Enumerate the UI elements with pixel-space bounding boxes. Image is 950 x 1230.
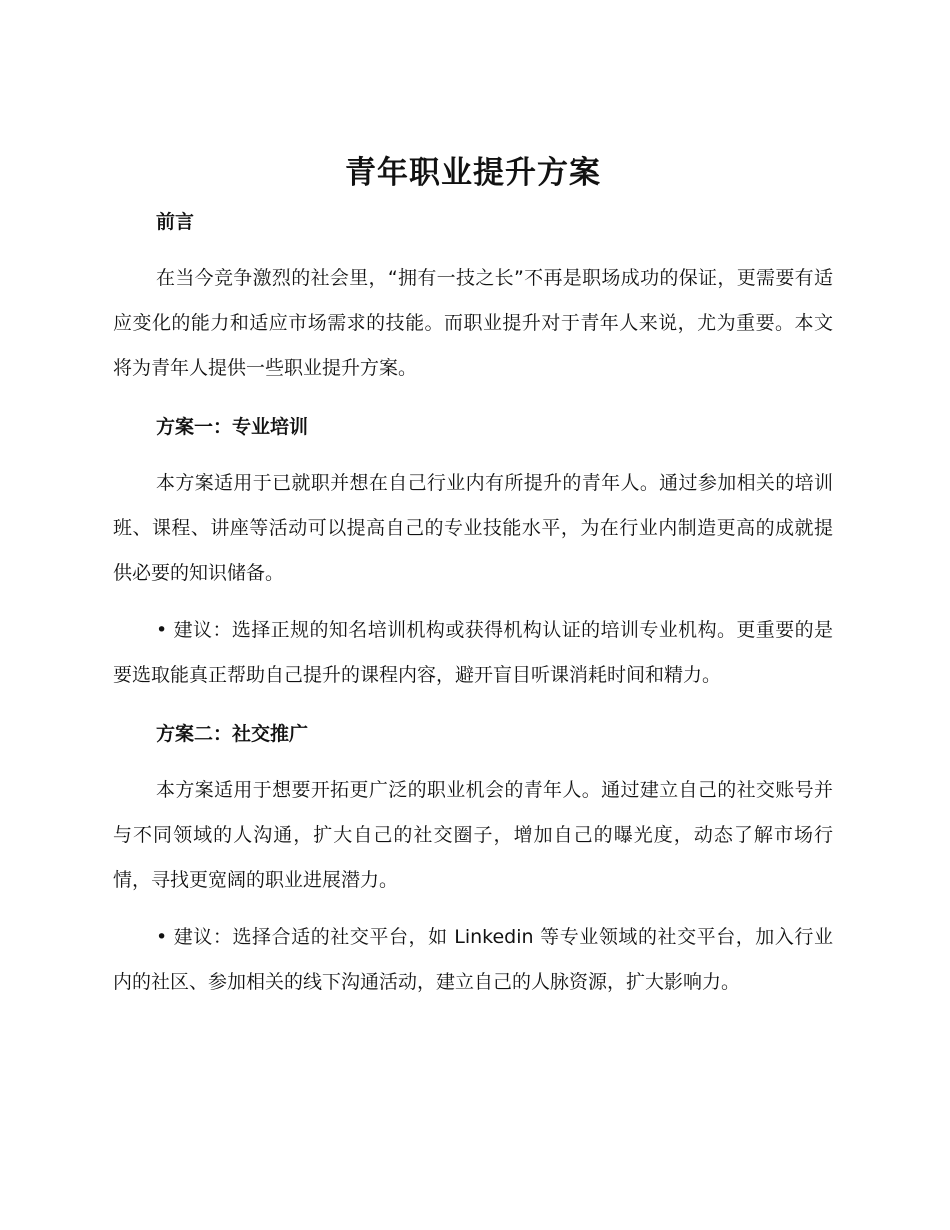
document-page	[113, 150, 833, 1005]
document-title: 青年职业提升方案	[345, 155, 601, 191]
preface-paragraph: 在当今竞争激烈的社会里，“拥有一技之长”不再是职场成功的保证，更需要有适应变化的能力和适应市场需求的技能。而职业提升对于青年人来说，尤为重要。本文将为青年人提供一些职业提升方案。	[113, 267, 833, 379]
plan-1-suggestion: • 建议：选择正规的知名培训机构或获得机构认证的培训专业机构。更重要的是要选取能真正帮助自己提升的课程内容，避开盲目听课消耗时间和精力。	[113, 619, 833, 686]
section-heading-plan-1: 方案一：专业培训	[156, 416, 309, 438]
section-heading-plan-2: 方案二：社交推广	[156, 723, 309, 745]
plan-2-description: 本方案适用于想要开拓更广泛的职业机会的青年人。通过建立自己的社交账号并与不同领域的人沟通，扩大自己的社交圈子，增加自己的曝光度，动态了解市场行情，寻找更宽阔的职业进展潜力。	[113, 779, 833, 891]
plan-1-description: 本方案适用于已就职并想在自己行业内有所提升的青年人。通过参加相关的培训班、课程、讲座等活动可以提高自己的专业技能水平，为在行业内制造更高的成就提供必要的知识储备。	[113, 472, 833, 584]
plan-2-suggestion: • 建议：选择合适的社交平台，如 Linkedin 等专业领域的社交平台，加入行业内的社区、参加相关的线下沟通活动，建立自己的人脉资源，扩大影响力。	[113, 926, 833, 993]
section-heading-preface: 前言	[156, 211, 195, 233]
